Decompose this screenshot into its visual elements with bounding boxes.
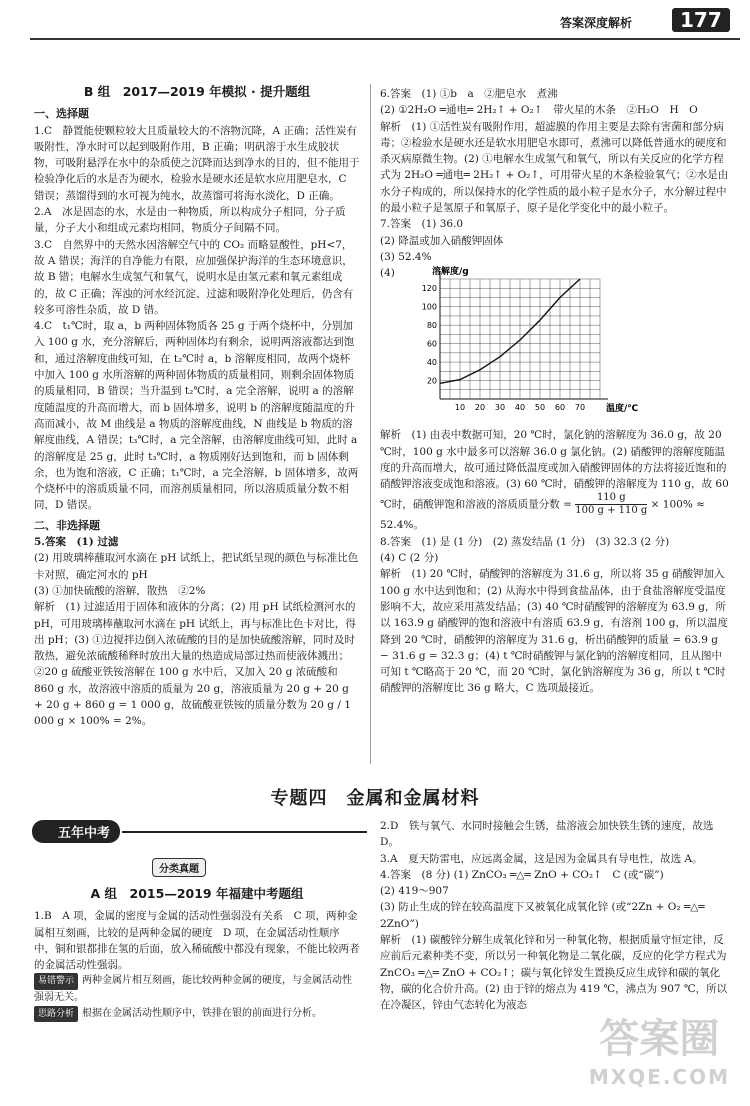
error-tip (34, 973, 360, 1006)
y-tick-label: 40 (426, 358, 437, 368)
answer-5-line: (2) 用玻璃棒蘸取河水滴在 pH 试纸上，把试纸呈现的颜色与标准比色卡对照，确定河水的 pH (34, 552, 359, 581)
answer-7-b: (2) 降温或加入硝酸钾固体 (380, 234, 504, 247)
y-tick-label: 120 (421, 284, 437, 294)
five-year-banner (22, 820, 357, 842)
tip-label: 易错警示 (34, 973, 78, 989)
x-axis-label: 温度/℃ (606, 404, 639, 415)
x-tick-label: 10 (454, 403, 466, 413)
chart-block (380, 265, 730, 427)
category-badge: 分类真题 (152, 858, 206, 877)
answer-5-line: (3) ①加快硫酸的溶解，散热 ②2% (34, 584, 206, 597)
y-tick-label: 60 (426, 339, 437, 349)
header-section-title: 答案深度解析 (560, 16, 633, 30)
answer-7-analysis-text: 解析 (1) 由表中数据可知，20 ℃时，氯化钠的溶解度为 36.0 g，故 20 ℃时，100 g 水中最多可以溶解 36.0 g 氯化钠。(2) 硝酸钾的溶解度随温度的升高而增大，故可通过降低温度或加入硝酸钾固体的方法将接近饱和的硝酸钾溶液变成饱和溶液。(3) 60 ℃时，硝酸钾的溶解度为 110 g，故 60 ℃时，硝酸钾饱和溶液的溶质质量分数 = (380, 429, 729, 511)
x-tick-label: 70 (574, 403, 586, 413)
fraction-numerator: 110 g (575, 492, 647, 505)
answer-1: 1.C 静置能使颗粒较大且质量较大的不溶物沉降，A 正确；活性炭有吸附性，净水时可以起到吸附作用，B 正确；明矾溶于水生成胶状物，可吸附悬浮在水中的杂质使之沉降而达到净水的目的，但不能用于检验净化后的水是否为硬水，检验水是硬水还是软水应用肥皂水，C 错误；蒸馏得到的水可视为纯水，故蒸馏可将海水淡化，D 正确。 (34, 124, 360, 202)
idea-tip (34, 1006, 360, 1022)
x-tick-label: 40 (514, 403, 526, 413)
answer-5-analysis: 解析 (1) 过滤适用于固体和液体的分离；(2) 用 pH 试纸检测河水的 pH，可用玻璃棒蘸取河水滴在 pH 试纸上，再与标准比色卡对比，得出 pH；(3) ①边搅拌边倒入浓硫酸的目的是加快硫酸溶解，同时及时散热，避免浓硫酸稀释时放出大量的热造成局部过热而使液体溅出；②20 g 硫酸亚铁铵溶解在 100 g 水中后，又加入 20 g 浓硫酸和 860 g 水，故溶液中溶质的质量为 20 g，溶液质量为 20 g + 20 g + 20 g + 860 g = 1 000 g，故硫酸亚铁铵的质量分数为 20 g / 1 000 g × 100% = 2%。 (34, 601, 356, 728)
answer-7-c: (3) 52.4% (380, 250, 432, 263)
answer-3: 3.C 自然界中的天然水因溶解空气中的 CO₂ 而略显酸性，pH<7，故 A 错误；海洋的自净能力有限，应加强保护海洋的生态环境意识，故 B 错；电解水生成氢气和氧气，说明水是由氢元素和氧元素组成的，故 C 正确；浑浊的河水经沉淀、过滤和吸附净化处理后，仍含有较多可溶性杂质，故 D 错。 (34, 238, 354, 316)
metal-answer-4-a: 4.答案 (8 分) (1) ZnCO₃ ═△═ ZnO + CO₂↑ C (或“碳”) (380, 868, 664, 881)
section-choice-heading: 一、选择题 (34, 107, 89, 121)
bottom-right-column (380, 818, 730, 1014)
metal-answer-4-analysis: 解析 (1) 碳酸锌分解生成氧化锌和另一种氧化物，根据质量守恒定律，反应前后元素种类不变，所以另一种氧化物是二氧化碳，反应的化学方程式为 ZnCO₃ ═△═ ZnO + CO₂↑；碳与氧化锌发生置换反应生成锌和碳的氧化物，碳的化合价升高。(2) 由于锌的熔点为 419 ℃，沸点为 907 ℃，所以在冷凝区，锌由气态转化为液态 (380, 934, 728, 1012)
answer-6-a: 6.答案 (1) ①b a ②肥皂水 煮沸 (380, 88, 558, 100)
metal-answer-1: 1.B A 项，金属的密度与金属的活动性强弱没有关系 C 项，两种金属相互刻画，比较的是两种金属的硬度 D 项，在金属活动性顺序中，铜和银都排在氢的后面，放入稀硫酸中都没有现象，不能比较两者的金属活动性强弱。 (34, 910, 360, 972)
tip-label: 思路分析 (34, 1006, 78, 1022)
x-tick-label: 50 (534, 403, 546, 413)
right-column (380, 86, 730, 697)
banner-label: 五年中考 (32, 820, 120, 843)
y-tick-label: 20 (426, 376, 437, 386)
tip-text: 根据在金属活动性顺序中，铁排在银的前面进行分析。 (82, 1008, 323, 1020)
solubility-chart (400, 265, 639, 427)
metal-answer-4-b: (2) 419～907 (380, 885, 449, 898)
fraction-tail: × 100% ≈ 52.4%。 (380, 498, 705, 532)
page-number: 177 (672, 8, 730, 32)
metal-answer-4-c: (3) 防止生成的锌在较高温度下又被氧化成氧化锌 (或“2Zn + O₂ ═△═ 2ZnO”) (380, 901, 705, 930)
x-tick-label: 20 (474, 403, 486, 413)
answer-2: 2.A 冰是固态的水，水是由一种物质，所以构成分子相同，分子质量，分子大小和组成元素均相同，物质分子间隔不同。 (34, 206, 346, 235)
y-tick-label: 100 (421, 302, 437, 312)
header-rule (30, 38, 740, 40)
metal-answer-3: 3.A 夏天防雷电，应远离金属，这是因为金属具有导电性，故选 A。 (380, 852, 703, 865)
y-tick-label: 80 (426, 321, 437, 331)
page-header (0, 0, 750, 44)
answer-8-a: 8.答案 (1) 是 (1 分) (2) 蒸发结晶 (1 分) (3) 32.3 (2 分) (380, 535, 670, 548)
answer-8-b: (4) C (2 分) (380, 552, 439, 565)
answer-8-analysis: 解析 (1) 20 ℃时，硝酸钾的溶解度为 31.6 g，所以将 35 g 硝酸钾加入 100 g 水中达到饱和；(2) 从海水中得到食盐晶体，由于食盐溶解度受温度影响不大，故应采用蒸发结晶；(3) 40 ℃时硝酸钾的溶解度为 63.9 g，所以 163.9 g 硝酸钾的饱和溶液中有溶质 63.9 g，有溶剂 100 g，所以温度降到 20 ℃时，硝酸钾的溶解度为 31.6 g，析出硝酸钾的质量 = 63.9 g − 31.6 g = 32.3 g；(4) t ℃时硝酸钾与氯化钠的溶解度相同，且从图中可知 t ℃略高于 20 ℃，而 20 ℃时，氯化钠溶解度为 36 g，所以 t ℃时硝酸钾的溶解度比 36 g 略大，C 选项最接近。 (380, 568, 729, 695)
group-a-title: A 组 2015—2019 年福建中考题组 (90, 886, 304, 901)
left-column (34, 78, 360, 730)
answer-6-b: (2) ①2H₂O ═通电═ 2H₂↑ + O₂↑ 带火星的木条 ②H₂O H O (380, 104, 698, 117)
answer-7-analysis (380, 427, 730, 533)
watermark-domain: MXQE.COM (588, 1065, 730, 1089)
x-tick-label: 60 (554, 403, 566, 413)
answer-5-head: 5.答案 (1) 过滤 (34, 536, 119, 549)
answer-7-a: 7.答案 (1) 36.0 (380, 218, 464, 231)
x-tick-label: 30 (494, 403, 506, 413)
answer-7-d: (4) (380, 267, 395, 280)
answer-4: 4.C t₁℃时，取 a，b 两种固体物质各 25 g 于两个烧杯中，分别加入 100 g 水，充分溶解后，两种固体均有剩余，说明两溶液都达到饱和，通过溶解度曲线可知，在 t₂℃时 a，b 溶解度相同，故两个烧杯中加入 100 g 水所溶解的两种固体物质的质量相同，则剩余固体物质的质量相同，B 错误；当升温到 t₂℃时，a 完全溶解，说明 a 的溶解度随温度的升高而增大，而 b 固体增多，说明 b 的溶解度随温度的升高而减小，故 M 曲线是 a 物质的溶解度曲线，N 曲线是 b 物质的溶解度曲线，A 错误；t₃℃时，a 完全溶解，由溶解度曲线可知，此时 a 的溶解度是 25 g，此时 t₃℃时，a 物质刚好达到饱和，而 b 固体剩余，也为饱和溶液，C 正确；t₁℃时，a 完全溶解，b 固体增多，故两个烧杯中的溶质质量不同，而溶剂质量相同，所以溶质质量分数不相同，D 错误。 (34, 320, 359, 512)
topic-title: 专题四 金属和金属材料 (270, 788, 480, 809)
fraction (575, 492, 647, 517)
bottom-left-column (34, 880, 360, 1022)
watermark-logo (588, 1016, 730, 1096)
fraction-denominator: 100 g + 110 g (575, 505, 648, 517)
y-axis-label: 溶解度/g (432, 267, 469, 278)
watermark-line: 答案圈 (599, 1016, 720, 1062)
column-divider (370, 84, 371, 764)
metal-answer-2: 2.D 铁与氧气、水同时接触会生锈，盐溶液会加快铁生锈的速度，故选 D。 (380, 820, 714, 849)
section-nonchoice-heading: 二、非选择题 (34, 518, 100, 532)
tip-text: 两种金属片相互刻画，能比较两种金属的硬度，与金属活动性强弱无关。 (34, 975, 353, 1003)
answer-6-analysis: 解析 (1) ①活性炭有吸附作用，超滤膜的作用主要是去除有害菌和部分病毒；②检验水是硬水还是软水用肥皂水即可，煮沸可以降低普通水的硬度和杀灭病原微生物。(2) ①电解水生成氢气和氧气，所以有关反应的化学方程式为 2H₂O ═通电═ 2H₂↑ + O₂↑，可用带火星的木条检验氧气；②水是由水分子构成的，所以保持水的化学性质的最小粒子是水分子，水分解过程中的最小粒子是氢原子和氧原子，原子是化学变化中的最小粒子。 (380, 120, 729, 215)
group-b-title: B 组 2017—2019 年模拟 · 提升题组 (83, 84, 311, 99)
banner-rule (122, 831, 367, 833)
